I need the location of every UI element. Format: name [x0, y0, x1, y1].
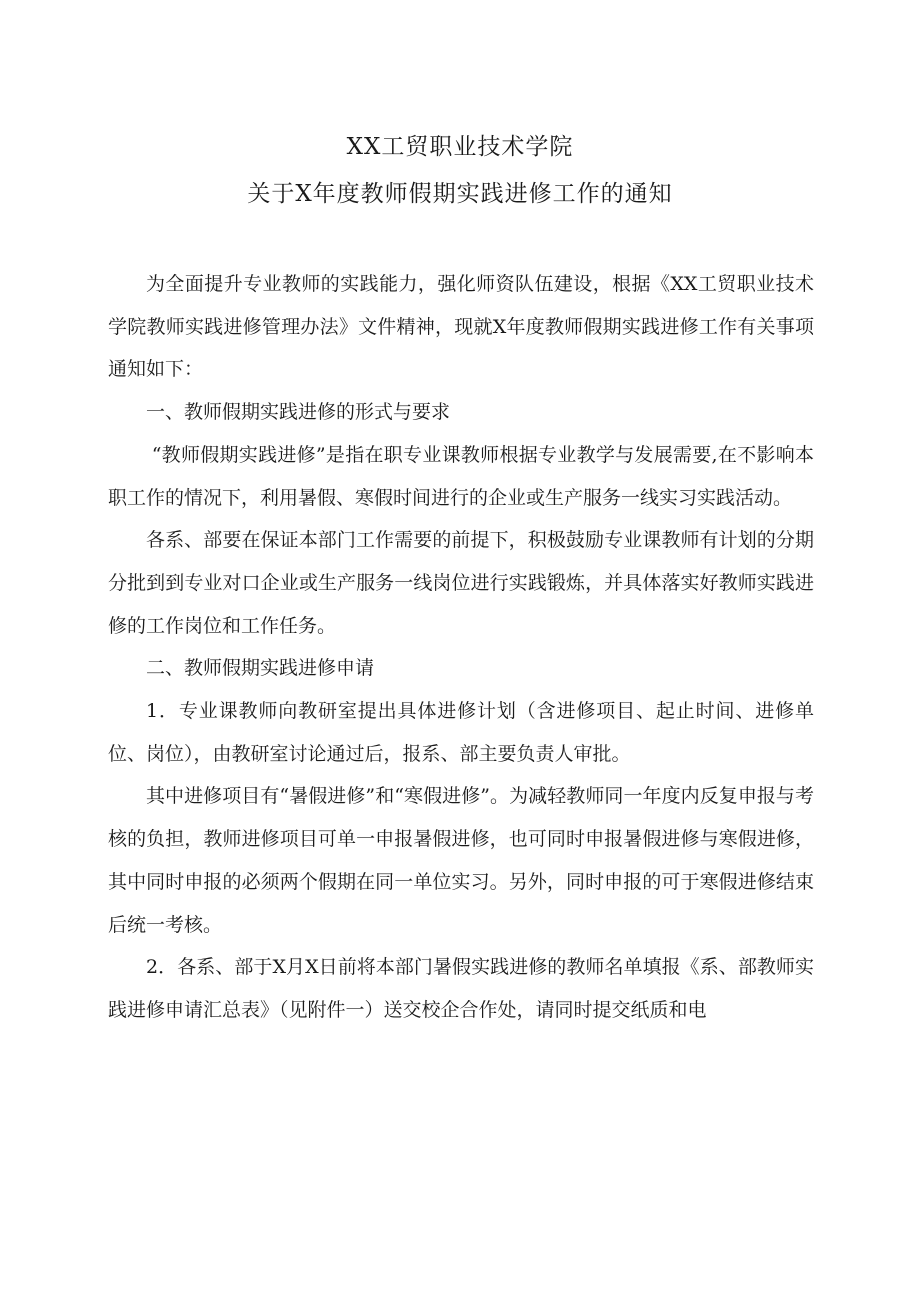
section2-item-1: 1．专业课教师向教研室提出具体进修计划（含进修项目、起止时间、进修单位、岗位），由教研室讨论通过后，报系、部主要负责人审批。	[108, 700, 814, 765]
document-body	[108, 263, 814, 1032]
section2-item-1-note: 其中进修项目有“暑假进修”和“寒假进修”。为减轻教师同一年度内反复申报与考核的负担，教师进修项目可单一申报暑假进修，也可同时申报暑假进修与寒假进修，其中同时申报的必须两个假期在同一单位实习。另外，同时申报的可于寒假进修结束后统一考核。	[108, 785, 814, 936]
section2-heading: 二、教师假期实践进修申请	[146, 657, 375, 680]
intro-paragraph: 为全面提升专业教师的实践能力，强化师资队伍建设，根据《XX工贸职业技术学院教师实践进修管理办法》文件精神，现就X年度教师假期实践进修工作有关事项通知如下：	[108, 273, 814, 381]
section1-paragraph-requirements: 各系、部要在保证本部门工作需要的前提下，积极鼓励专业课教师有计划的分期分批到到专业对口企业或生产服务一线岗位进行实践锻炼，并具体落实好教师实践进修的工作岗位和工作任务。	[108, 529, 814, 637]
document-title-school: XX工贸职业技术学院	[346, 134, 574, 160]
section1-paragraph-definition: “教师假期实践进修”是指在职专业课教师根据专业教学与发展需要,在不影响本职工作的情况下，利用暑假、寒假时间进行的企业或生产服务一线实习实践活动。	[108, 443, 814, 509]
section1-heading: 一、教师假期实践进修的形式与要求	[146, 401, 451, 424]
document-title-notice: 关于X年度教师假期实践进修工作的通知	[247, 181, 673, 207]
section2-item-2: 2．各系、部于X月X日前将本部门暑假实践进修的教师名单填报《系、部教师实践进修申请汇总表》（见附件一）送交校企合作处，请同时提交纸质和电	[108, 956, 814, 1021]
